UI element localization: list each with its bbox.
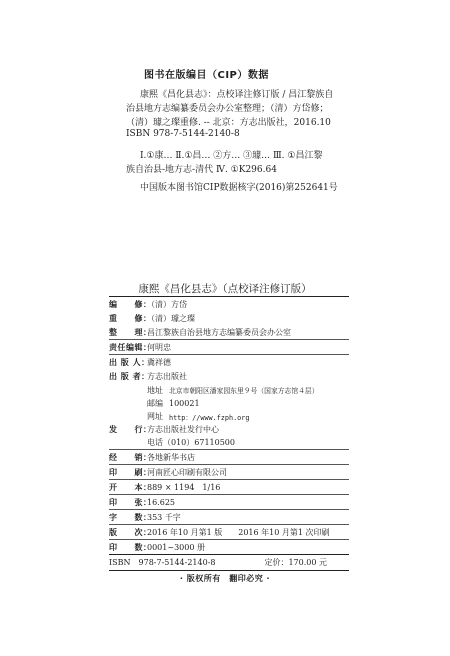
row-address [109,383,349,397]
row-label: 出 版 人： [109,357,150,367]
postcode-label: 邮编 [147,399,163,408]
row-label: 版 次： [109,527,152,537]
row-isbn-price [109,555,349,571]
row-value: 冀祥德 [147,357,171,367]
row-publisher [109,369,349,383]
row-reviser [109,311,349,325]
row-responsible-editor [109,340,349,355]
row-value: 何明忠 [147,342,171,352]
cip-isbn-line: ISBN 978-7-5144-2140-8 [126,129,240,139]
phone-value: 电话（010）67110500 [147,438,235,447]
cip-line-1: 康熙《昌化县志》：点校译注修订版 / 昌江黎族自 [140,90,334,100]
row-label: 责任编辑： [109,342,152,352]
row-distribution [109,423,349,436]
row-editor [109,297,349,311]
row-printer [109,465,349,480]
website-label: 网址 [147,412,163,421]
row-label: 编 修： [109,299,152,309]
row-format [109,480,349,495]
cip-line-2: 治县地方志编纂委员会办公室整理；（清）方岱修； [126,104,329,114]
row-seller [109,450,349,465]
row-value: 16.625 [147,497,175,507]
row-label: 字 数： [109,512,152,522]
row-print-run [109,540,349,555]
row-value: （清）方岱 [147,299,187,309]
row-label: 经 销： [109,452,152,462]
row-value: 昌江黎族自治县地方志编纂委员会办公室 [147,327,291,337]
row-value: 各地新华书店 [147,452,195,462]
book-title: 康熙《昌化县志》（点校译注修订版） [138,283,312,295]
row-label: 发 行： [109,425,152,434]
rights-notice: · 版权所有 翻印必究 · [179,574,271,583]
address-value: 北京市朝阳区潘家园东里９号（国家方志馆４层） [169,387,319,395]
row-website [109,410,349,423]
colophon-table [109,296,349,571]
row-value: 0001~3000 册 [147,542,205,552]
cip-footer: 中国版本图书馆CIP数据核字(2016)第252641号 [140,183,338,193]
row-phone [109,436,349,450]
row-value: 2016 年10 月第1 版 2016 年10 月第1 次印刷 [147,527,330,537]
row-label: 重 修： [109,313,152,323]
row-value: 方志出版社 [147,371,187,381]
row-word-count [109,510,349,525]
row-value: 河南匠心印刷有限公司 [147,467,227,477]
row-sheets [109,495,349,510]
row-value: 889 × 1194 1/16 [147,482,221,492]
postcode-value: 100021 [169,399,200,408]
row-label: 开 本： [109,482,152,492]
address-label: 地址 [147,385,163,395]
price-value: 定价：170.00 元 [264,558,327,567]
row-value: 方志出版社发行中心 [147,425,219,434]
row-label: 出 版 者： [109,371,150,381]
row-postcode [109,397,349,410]
row-label: 印 张： [109,497,152,507]
row-label: 印 数： [109,542,152,552]
website-value: http：//www.fzph.org [169,413,250,422]
row-edition [109,525,349,540]
isbn-value: ISBN 978-7-5144-2140-8 [109,558,216,567]
row-publisher-person [109,355,349,369]
row-label: 整 理： [109,327,152,337]
cip-heading: 图书在版编目（CIP）数据 [144,70,269,81]
row-compiler [109,325,349,340]
row-value: （清）璩之璨 [147,313,195,323]
cip-line-3: （清）璩之璨重修. -- 北京：方志出版社，2016.10 [126,118,331,128]
cip-class-line-1: Ⅰ.①康… Ⅱ.①昌… ②方… ③璩… Ⅲ. ①昌江黎 [140,151,323,161]
row-label: 印 刷： [109,467,152,477]
cip-class-line-2: 族自治县-地方志-清代 Ⅳ. ①K296.64 [126,165,277,175]
row-value: 353 千字 [147,512,181,522]
